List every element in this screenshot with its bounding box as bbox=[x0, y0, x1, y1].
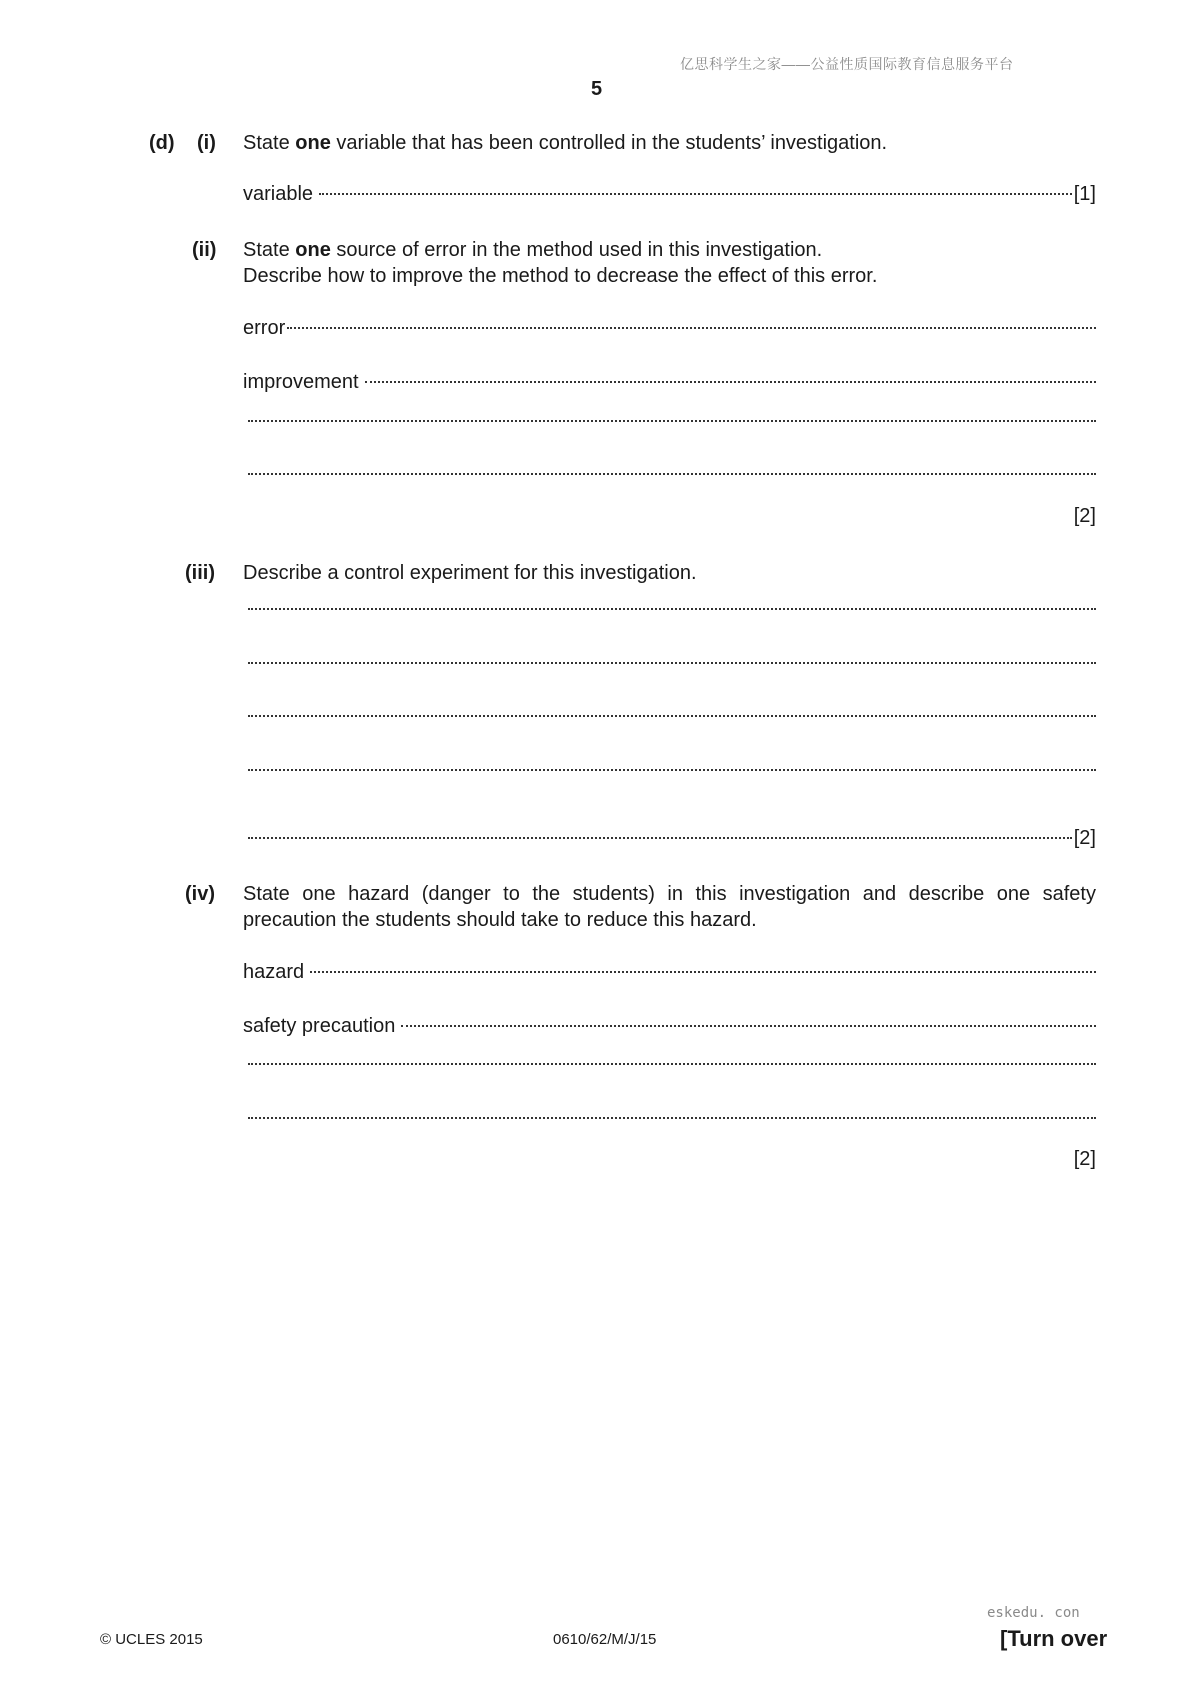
marks-iv: [2] bbox=[1073, 1148, 1096, 1170]
part-ii-label: (ii) bbox=[192, 239, 217, 261]
dotted-line bbox=[248, 662, 1096, 664]
part-iv-label: (iv) bbox=[185, 883, 215, 905]
dotted-line bbox=[310, 971, 1096, 973]
marks-iii: [2] bbox=[1073, 827, 1096, 849]
error-label: error bbox=[243, 317, 286, 339]
answer-line[interactable] bbox=[248, 613, 1096, 639]
page-number: 5 bbox=[591, 78, 603, 100]
answer-line[interactable] bbox=[248, 1068, 1096, 1094]
dotted-line bbox=[248, 769, 1096, 771]
answer-line[interactable] bbox=[248, 667, 1096, 693]
answer-line[interactable] bbox=[248, 774, 1096, 800]
part-iv-prompt-line2: precaution the students should take to reduce this hazard. bbox=[243, 909, 757, 931]
improvement-label: improvement bbox=[243, 371, 359, 393]
safety-precaution-label: safety precaution bbox=[243, 1015, 396, 1037]
dotted-line bbox=[287, 327, 1096, 329]
part-i-label: (i) bbox=[197, 132, 216, 154]
paper-code: 0610/62/M/J/15 bbox=[553, 1631, 657, 1648]
answer-line-hazard[interactable] bbox=[243, 961, 1096, 987]
dotted-line bbox=[248, 837, 1072, 839]
part-i-prompt: State one variable that has been controlled in the students’ investigation. bbox=[243, 132, 888, 154]
answer-line[interactable] bbox=[248, 720, 1096, 746]
answer-line-variable[interactable] bbox=[243, 183, 1096, 209]
copyright: © UCLES 2015 bbox=[100, 1631, 203, 1648]
part-ii-prompt-line2: Describe how to improve the method to decrease the effect of this error. bbox=[243, 265, 878, 287]
marks-ii: [2] bbox=[1073, 505, 1096, 527]
answer-line-final[interactable] bbox=[248, 827, 1096, 853]
part-iv-prompt-line1: State one hazard (danger to the students) in this investigation and describe one safety bbox=[243, 883, 1096, 905]
variable-label: variable bbox=[243, 183, 314, 205]
answer-line-error[interactable] bbox=[243, 317, 1096, 343]
dotted-line bbox=[248, 1117, 1096, 1119]
dotted-line bbox=[319, 193, 1072, 195]
answer-line-improvement[interactable] bbox=[243, 371, 1096, 397]
part-ii-prompt: State one source of error in the method used in this investigation. bbox=[243, 239, 823, 261]
dotted-line bbox=[248, 473, 1096, 475]
watermark-text: 亿思科学生之家——公益性质国际教育信息服务平台 bbox=[680, 56, 1014, 72]
dotted-line bbox=[248, 608, 1096, 610]
turn-over: [Turn over bbox=[1000, 1626, 1108, 1651]
question-d-label: (d) bbox=[149, 132, 175, 154]
answer-line[interactable] bbox=[248, 1122, 1096, 1148]
dotted-line bbox=[248, 715, 1096, 717]
part-iii-label: (iii) bbox=[185, 562, 215, 584]
answer-line[interactable] bbox=[248, 425, 1096, 451]
part-iii-prompt: Describe a control experiment for this investigation. bbox=[243, 562, 697, 584]
dotted-line bbox=[248, 420, 1096, 422]
dotted-line bbox=[401, 1025, 1096, 1027]
answer-line-safety-precaution[interactable] bbox=[243, 1015, 1096, 1041]
site-watermark: eskedu. con bbox=[987, 1605, 1080, 1621]
dotted-line bbox=[248, 1063, 1096, 1065]
dotted-line bbox=[365, 381, 1096, 383]
answer-line[interactable] bbox=[248, 478, 1096, 504]
marks-i: [1] bbox=[1073, 183, 1096, 205]
hazard-label: hazard bbox=[243, 961, 305, 983]
